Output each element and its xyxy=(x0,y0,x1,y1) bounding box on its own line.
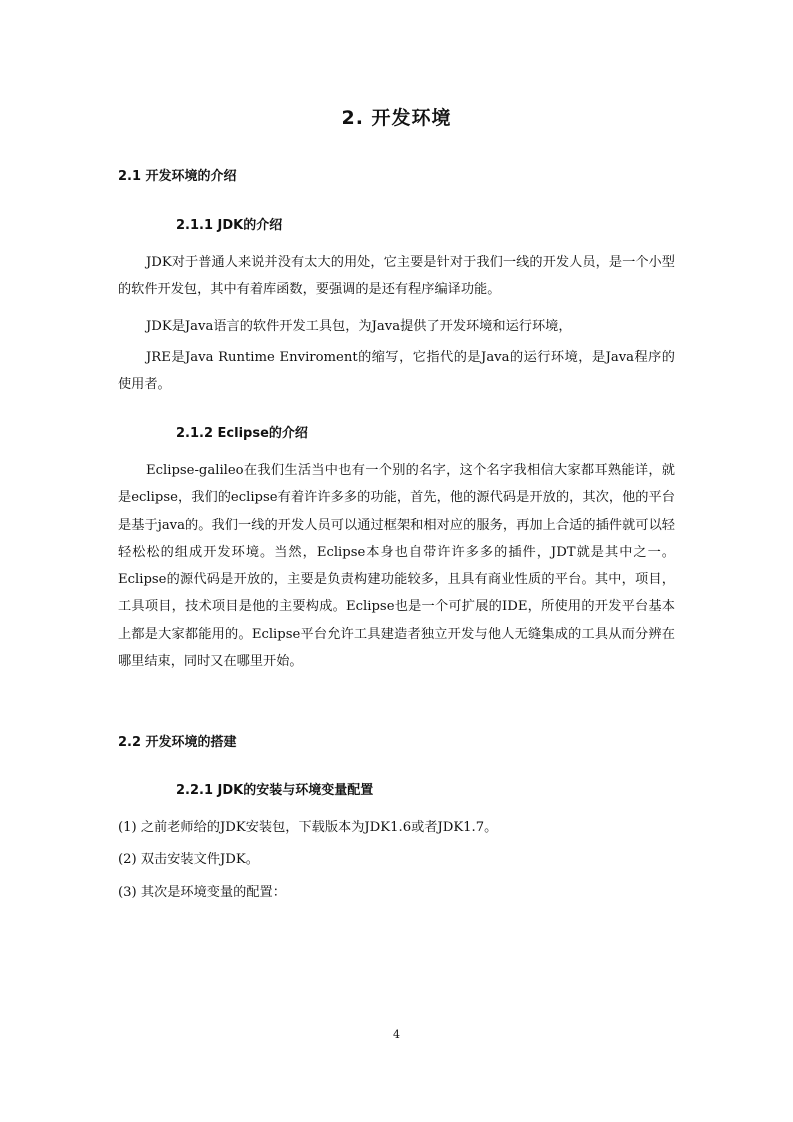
section-heading-2-1: 2.1 开发环境的介绍 xyxy=(118,169,237,184)
chapter-title: 2. 开发环境 xyxy=(341,107,452,129)
page-number: 4 xyxy=(393,1028,400,1041)
jre-intro-paragraph: JRE是Java Runtime Enviroment的缩写，它指代的是Java的运行环境，是Java程序的使用者。 xyxy=(118,350,675,393)
install-step-2: (2) 双击安装文件JDK。 xyxy=(118,852,259,867)
jdk-intro-paragraph-1: JDK对于普通人来说并没有太大的用处，它主要是针对于我们一线的开发人员，是一个小型的软件开发包，其中有着库函数，要强调的是还有程序编译功能。 xyxy=(118,255,675,298)
jdk-intro-paragraph-2: JDK是Java语言的软件开发工具包，为Java提供了开发环境和运行环境， xyxy=(146,319,572,334)
install-step-1: (1) 之前老师给的JDK安装包，下载版本为JDK1.6或者JDK1.7。 xyxy=(118,820,498,835)
subsection-heading-2-1-1: 2.1.1 JDK的介绍 xyxy=(176,218,283,233)
section-heading-2-2: 2.2 开发环境的搭建 xyxy=(118,735,237,750)
subsection-heading-2-1-2: 2.1.2 Eclipse的介绍 xyxy=(176,426,308,441)
eclipse-intro-paragraph: Eclipse-galileo在我们生活当中也有一个别的名字，这个名字我相信大家都耳熟能详，就是eclipse，我们的eclipse有着许许多多的功能，首先，他的源代码是开放的，其次，他的平台是基于java的。我们一线的开发人员可以通过框架和相对应的服务，再加上合适的插件就可以轻轻松松的组成开发环境。当然，Eclipse本身也自带许许多多的插件，JDT就是其中之一。Eclipse的源代码是开放的，主要是负责构建功能较多，且具有商业性质的平台。其中，项目，工具项目，技术项目是他的主要构成。Eclipse也是一个可扩展的IDE，所使用的开发平台基本上都是大家都能用的。Eclipse平台允许工具建造者独立开发与他人无缝集成的工具从而分辨在哪里结束，同时又在哪里开始。 xyxy=(118,463,675,670)
install-step-3: (3) 其次是环境变量的配置： xyxy=(118,885,286,900)
subsection-heading-2-2-1: 2.2.1 JDK的安装与环境变量配置 xyxy=(176,783,374,798)
